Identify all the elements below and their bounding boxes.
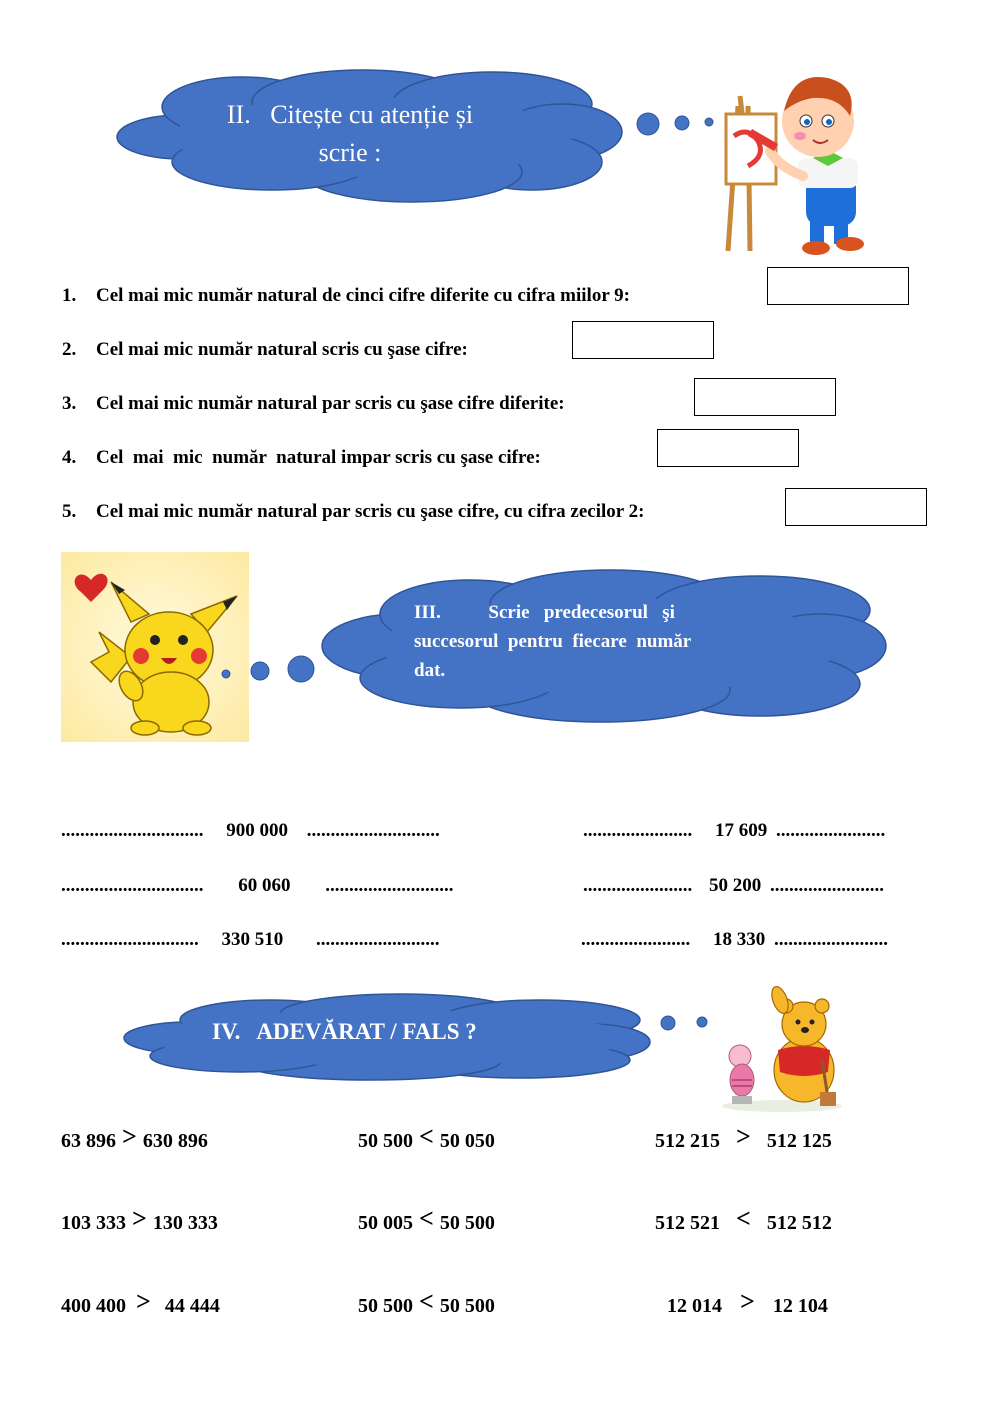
comparison-right-number: 630 896: [142, 1130, 208, 1152]
winnie-pooh-and-piglet-illustration: [712, 980, 848, 1116]
blank-successor[interactable]: ........................: [774, 929, 888, 950]
question-2-text: Cel mai mic număr natural scris cu şase cifre:: [96, 339, 468, 360]
given-number: 50 200: [709, 875, 762, 896]
comparison-right-number: 44 444: [164, 1295, 220, 1317]
comparison-left-number: 103 333: [61, 1212, 126, 1234]
comparison-right-number: 512 125: [766, 1130, 832, 1152]
pred-succ-right-2: [583, 875, 884, 897]
blank-predecessor[interactable]: .......................: [583, 875, 693, 896]
blank-predecessor[interactable]: ..............................: [61, 820, 204, 841]
comparison-sign: <: [419, 1204, 434, 1233]
comparison-3[interactable]: [655, 1124, 832, 1154]
comparison-right-number: 130 333: [152, 1212, 218, 1234]
question-4-text: Cel mai mic număr natural impar scris cu şase cifre:: [96, 447, 541, 468]
question-3-number: 3.: [62, 393, 77, 414]
comparison-6[interactable]: [655, 1206, 832, 1236]
question-5: [62, 501, 644, 523]
pred-succ-right-3: [581, 929, 888, 951]
comparison-left-number: 50 005: [358, 1212, 413, 1234]
question-4: [62, 447, 541, 469]
question-1-text: Cel mai mic număr natural de cinci cifre diferite cu cifra miilor 9:: [96, 285, 630, 306]
blank-successor[interactable]: ...........................: [325, 875, 454, 896]
question-1: [62, 285, 630, 307]
comparison-9[interactable]: [667, 1289, 828, 1319]
question-1-number: 1.: [62, 285, 77, 306]
thought-dots-section-3: [218, 650, 318, 686]
comparison-8[interactable]: [358, 1289, 495, 1319]
section-2-heading-line-1: II. Citește cu atenție și: [226, 100, 474, 129]
comparison-left-number: 400 400: [61, 1295, 126, 1317]
blank-predecessor[interactable]: .......................: [581, 929, 691, 950]
comparison-left-number: 512 521: [655, 1212, 720, 1234]
section-2-heading-line-2: scrie :: [318, 138, 382, 167]
comparison-left-number: 50 500: [358, 1130, 413, 1152]
comparison-right-number: 50 500: [439, 1295, 495, 1317]
blank-successor[interactable]: ............................: [306, 820, 440, 841]
comparison-2[interactable]: [358, 1124, 495, 1154]
comparison-left-number: 512 215: [655, 1130, 720, 1152]
given-number: 330 510: [221, 929, 284, 950]
answer-box-5[interactable]: [785, 488, 927, 526]
question-4-number: 4.: [62, 447, 77, 468]
given-number: 60 060: [238, 875, 291, 896]
comparison-right-number: 512 512: [766, 1212, 832, 1234]
pred-succ-left-1: [61, 820, 440, 842]
comparison-sign: <: [419, 1122, 434, 1151]
section-3-heading-line-1: III. Scrie predecesorul şi: [414, 602, 675, 623]
question-3: [62, 393, 565, 415]
pred-succ-left-3: [61, 929, 440, 951]
comparison-1[interactable]: [61, 1124, 208, 1154]
given-number: 17 609: [715, 820, 768, 841]
comparison-right-number: 50 500: [439, 1212, 495, 1234]
boy-painting-easel-illustration: [718, 66, 878, 258]
comparison-left-number: 12 014: [667, 1295, 722, 1317]
comparison-sign: >: [132, 1204, 147, 1233]
blank-successor[interactable]: ..........................: [316, 929, 440, 950]
comparison-sign: >: [736, 1122, 751, 1151]
section-4-heading: IV. ADEVĂRAT / FALS ?: [212, 1019, 477, 1044]
blank-predecessor[interactable]: .......................: [583, 820, 693, 841]
question-2-number: 2.: [62, 339, 77, 360]
comparison-sign: <: [736, 1204, 751, 1233]
comparison-5[interactable]: [358, 1206, 495, 1236]
blank-successor[interactable]: .......................: [776, 820, 886, 841]
given-number: 18 330: [713, 929, 766, 950]
section-3-heading-line-3: dat.: [414, 660, 446, 681]
comparison-left-number: 50 500: [358, 1295, 413, 1317]
given-number: 900 000: [226, 820, 288, 841]
comparison-sign: >: [136, 1287, 151, 1316]
pikachu-with-heart-illustration: [61, 552, 249, 742]
comparison-left-number: 63 896: [61, 1130, 116, 1152]
question-3-text: Cel mai mic număr natural par scris cu şase cifre diferite:: [96, 393, 565, 414]
section-2-heading: [170, 96, 530, 172]
thought-dots-section-2: [636, 110, 716, 140]
comparison-7[interactable]: [61, 1289, 220, 1319]
pred-succ-right-1: [583, 820, 885, 842]
question-2: [62, 339, 468, 361]
question-5-number: 5.: [62, 501, 77, 522]
answer-box-2[interactable]: [572, 321, 714, 359]
comparison-4[interactable]: [61, 1206, 218, 1236]
blank-predecessor[interactable]: .............................: [61, 929, 199, 950]
comparison-sign: <: [419, 1287, 434, 1316]
comparison-sign: >: [740, 1287, 755, 1316]
blank-successor[interactable]: ........................: [770, 875, 884, 896]
answer-box-4[interactable]: [657, 429, 799, 467]
section-3-heading: [414, 598, 758, 685]
answer-box-3[interactable]: [694, 378, 836, 416]
blank-predecessor[interactable]: ..............................: [61, 875, 204, 896]
comparison-right-number: 12 104: [772, 1295, 828, 1317]
pred-succ-left-2: [61, 875, 454, 897]
comparison-sign: >: [122, 1122, 137, 1151]
section-3-heading-line-2: succesorul pentru fiecare număr: [414, 631, 692, 652]
question-5-text: Cel mai mic număr natural par scris cu şase cifre, cu cifra zecilor 2:: [96, 501, 645, 522]
answer-box-1[interactable]: [767, 267, 909, 305]
comparison-right-number: 50 050: [439, 1130, 495, 1152]
